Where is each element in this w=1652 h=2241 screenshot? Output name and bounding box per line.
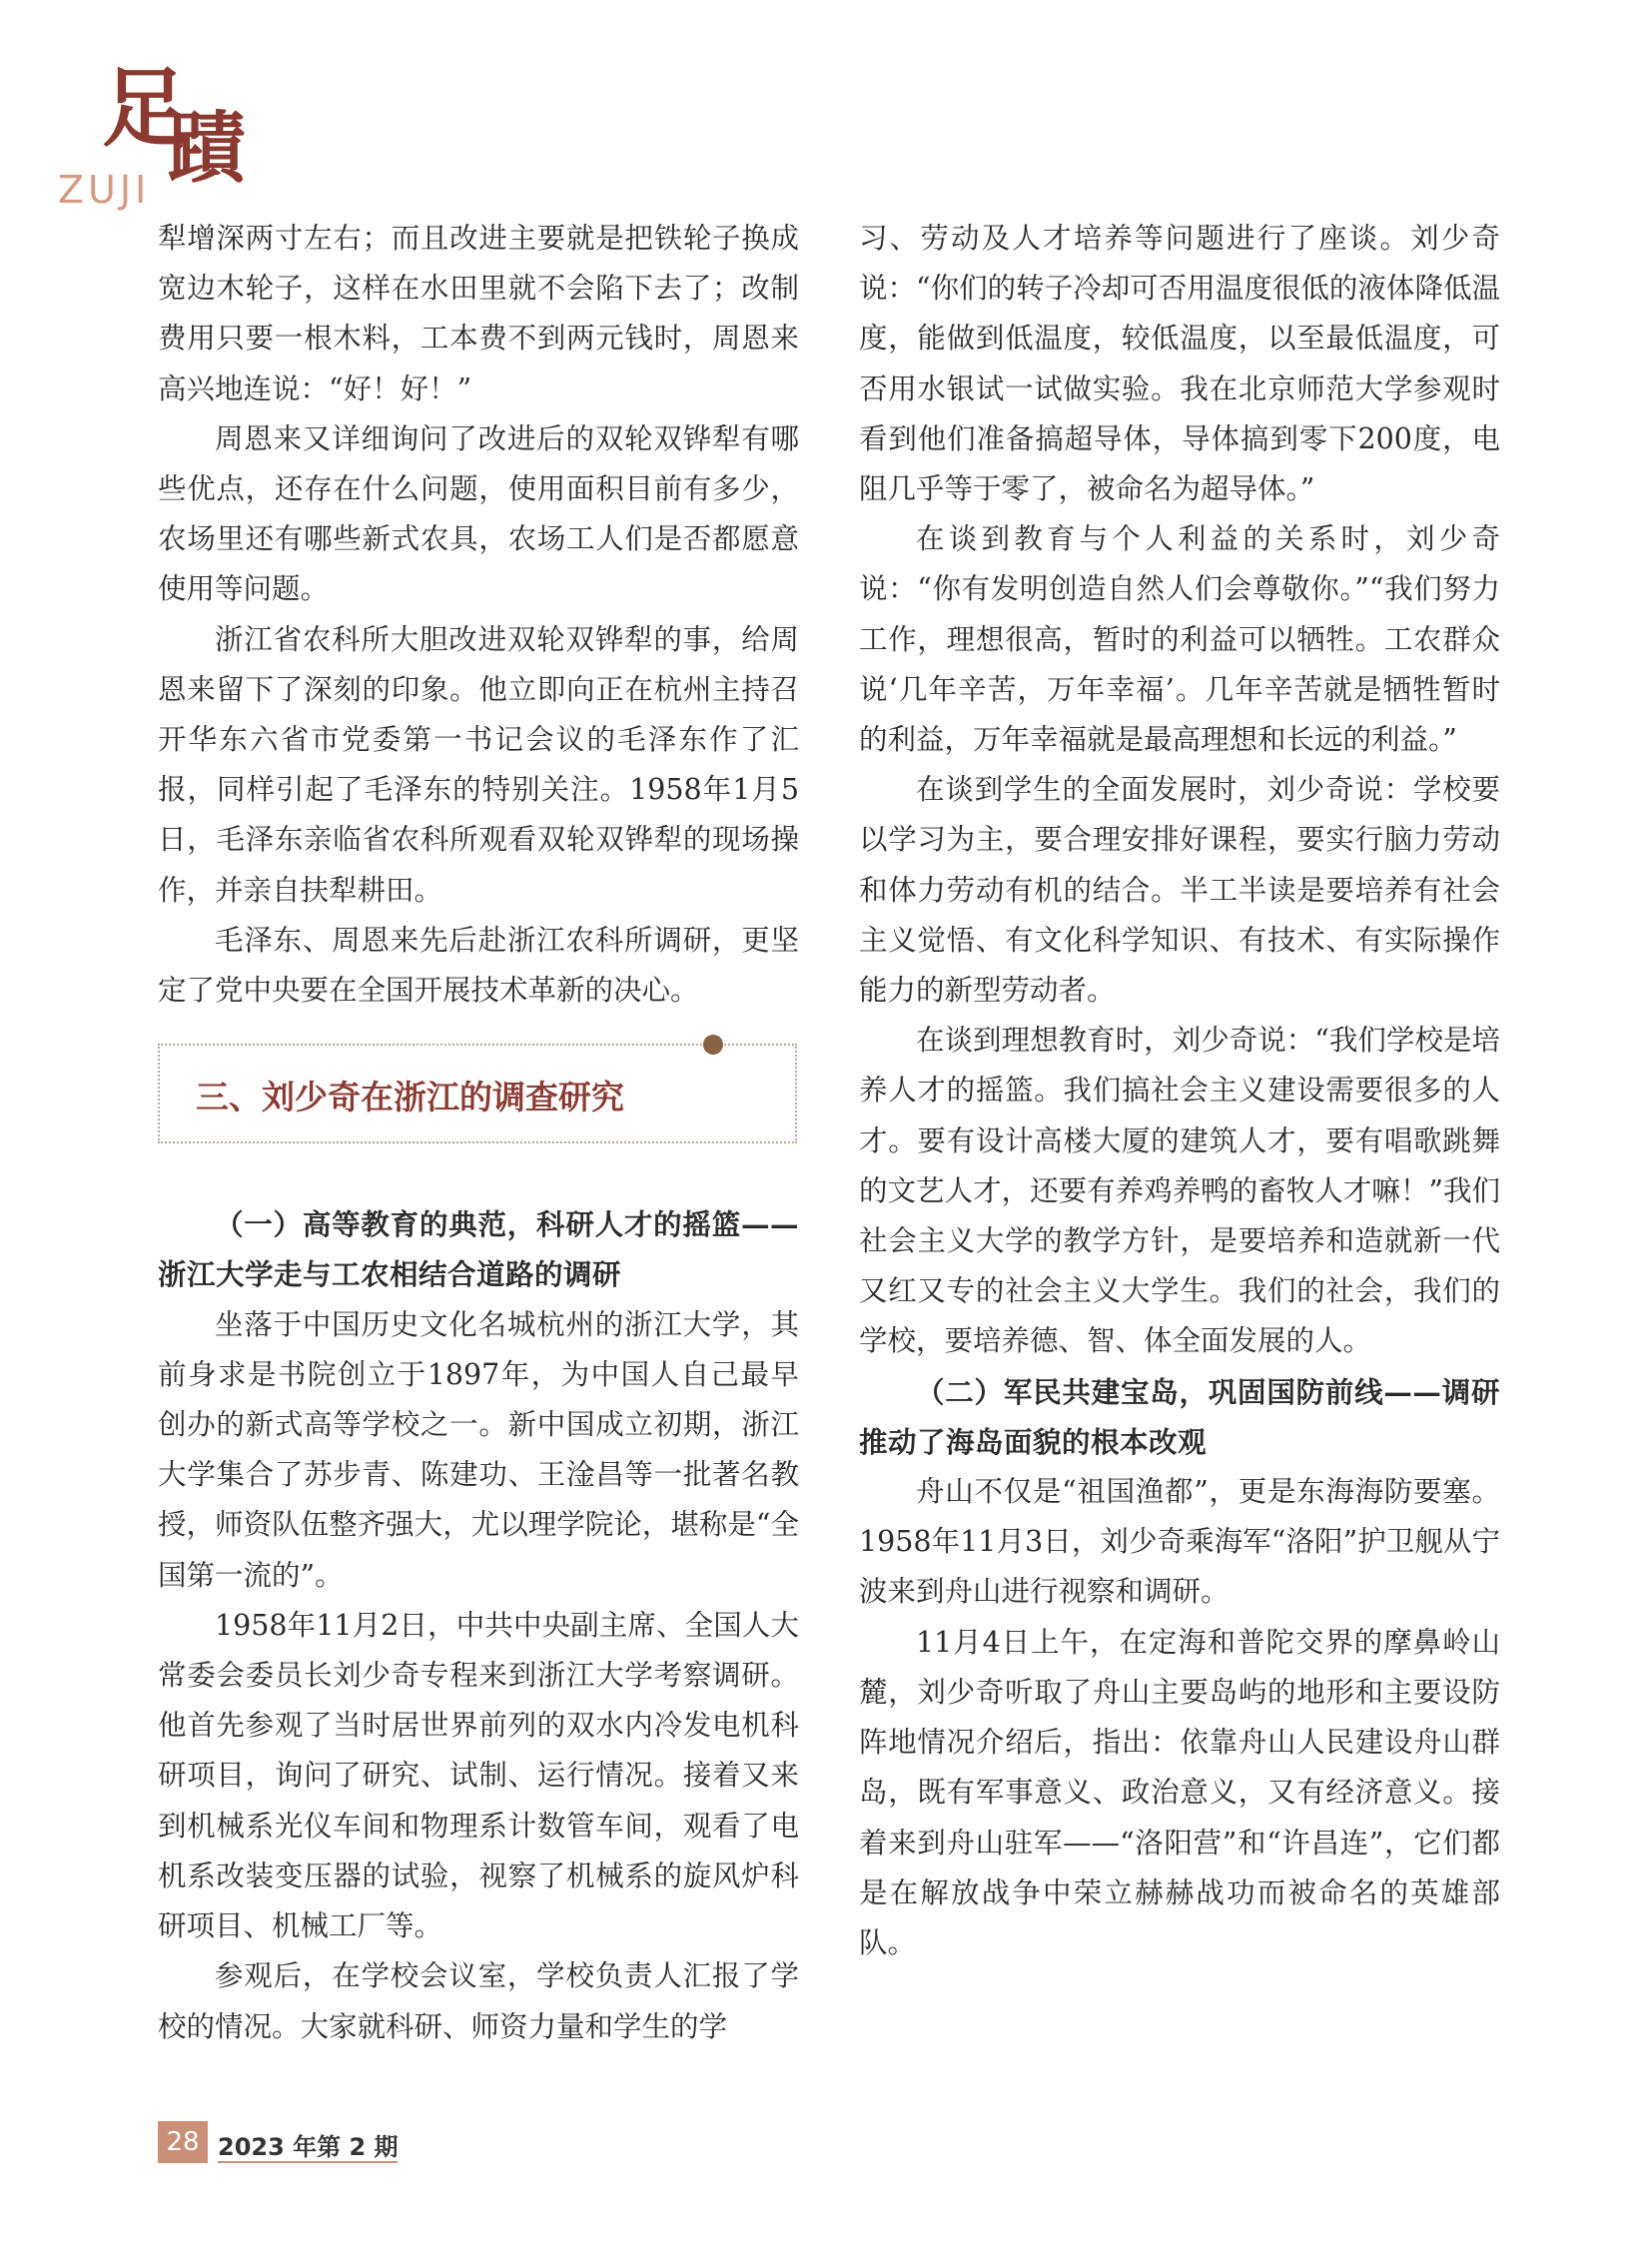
- paragraph: 周恩来又详细询问了改进后的双轮双铧犁有哪些优点，还存在什么问题，使用面积目前有多少，农场里还有哪些新式农具，农场工人们是否都愿意使用等问题。: [158, 421, 799, 606]
- paragraph: 在谈到教育与个人利益的关系时，刘少奇说：“你有发明创造自然人们会尊敬你。”“我们努力工作，理想很高，暂时的利益可以牺牲。工农群众说‘几年辛苦，万年幸福’。几年辛苦就是牺牲暂时的利益，万年幸福就是最高理想和长远的利益。”: [859, 522, 1500, 757]
- paragraph: 1958年11月2日，中共中央副主席、全国人大常委会委员长刘少奇专程来到浙江大学考察调研。他首先参观了当时居世界前列的双水内冷发电机科研项目，询问了研究、试制、运行情况。接着又来到机械系光仪车间和物理系计数管车间，观看了电机系改装变压器的试验，视察了机械系的旋风炉科研项目、机械工厂等。: [158, 1608, 799, 1943]
- paragraph: 犁增深两寸左右；而且改进主要就是把铁轮子换成宽边木轮子，这样在水田里就不会陷下去了；改制费用只要一根木料，工本费不到两元钱时，周恩来高兴地连说：“好！好！”: [158, 222, 799, 405]
- paragraph: 浙江省农科所大胆改进双轮双铧犁的事，给周恩来留下了深刻的印象。他立即向正在杭州主持召开华东六省市党委第一书记会议的毛泽东作了汇报，同样引起了毛泽东的特别关注。1958年1月5日，毛泽东亲临省农科所观看双轮双铧犁的现场操作，并亲自扶犁耕田。: [158, 622, 799, 907]
- subheading: （二）军民共建宝岛，巩固国防前线——调研推动了海岛面貌的根本改观: [859, 1374, 1500, 1459]
- section-heading-box: [158, 1044, 797, 1143]
- dot-ornament-icon: [703, 1035, 723, 1055]
- paragraph: 毛泽东、周恩来先后赴浙江农科所调研，更坚定了党中央要在全国开展技术革新的决心。: [158, 923, 799, 1008]
- paragraph: 在谈到理想教育时，刘少奇说：“我们学校是培养人才的摇篮。我们搞社会主义建设需要很多的人才。要有设计高楼大厦的建筑人才，要有唱歌跳舞的文艺人才，还要有养鸡养鸭的畜牧人才嘛！”我们社会主义大学的教学方针，是要培养和造就新一代又红又专的社会主义大学生。我们的社会，我们的学校，要培养德、智、体全面发展的人。: [859, 1024, 1500, 1358]
- footer-divider: [218, 2161, 398, 2163]
- magazine-logo: [58, 58, 248, 212]
- paragraph: 舟山不仅是“祖国渔都”，更是东海海防要塞。1958年11月3日，刘少奇乘海军“洛阳”护卫舰从宁波来到舟山进行视察和调研。: [859, 1475, 1500, 1609]
- logo-char-zu: 足: [102, 58, 188, 159]
- issue-label: 2023 年第 2 期: [218, 2133, 399, 2161]
- section-title: 三、刘少奇在浙江的调查研究: [196, 1078, 624, 1118]
- paragraph: 坐落于中国历史文化名城杭州的浙江大学，其前身求是书院创立于1897年，为中国人自己最早创办的新式高等学校之一。新中国成立初期，浙江大学集合了苏步青、陈建功、王淦昌等一批著名教授，师资队伍整齐强大，尤以理学院论，堪称是“全国第一流的”。: [158, 1307, 799, 1592]
- page-number: 28: [158, 2121, 208, 2163]
- paragraph: 参观后，在学校会议室，学校负责人汇报了学校的情况。大家就科研、师资力量和学生的学: [158, 1959, 799, 2043]
- logo-latin-text: ZUJI: [58, 168, 151, 212]
- right-column: [859, 214, 1500, 1968]
- paragraph: 11月4日上午，在定海和普陀交界的摩鼻岭山麓，刘少奇听取了舟山主要岛屿的地形和主要设防阵地情况介绍后，指出：依靠舟山人民建设舟山群岛，既有军事意义、政治意义，又有经济意义。接着来到舟山驻军——“洛阳营”和“许昌连”，它们都是在解放战争中荣立赫赫战功而被命名的英雄部队。: [859, 1625, 1500, 1959]
- subheading: （一）高等教育的典范，科研人才的摇篮——浙江大学走与工农相结合道路的调研: [158, 1207, 799, 1292]
- left-column: [158, 214, 799, 2052]
- paragraph: 习、劳动及人才培养等问题进行了座谈。刘少奇说：“你们的转子冷却可否用温度很低的液体降低温度，能做到低温度，较低温度，以至最低温度，可否用水银试一试做实验。我在北京师范大学参观时看到他们准备搞超导体，导体搞到零下200度，电阻几乎等于零了，被命名为超导体。”: [859, 222, 1500, 506]
- paragraph: 在谈到学生的全面发展时，刘少奇说：学校要以学习为主，要合理安排好课程，要实行脑力劳动和体力劳动有机的结合。半工半读是要培养有社会主义觉悟、有文化科学知识、有技术、有实际操作能力的新型劳动者。: [859, 773, 1500, 1008]
- logo-char-ji: 蹟: [168, 103, 247, 194]
